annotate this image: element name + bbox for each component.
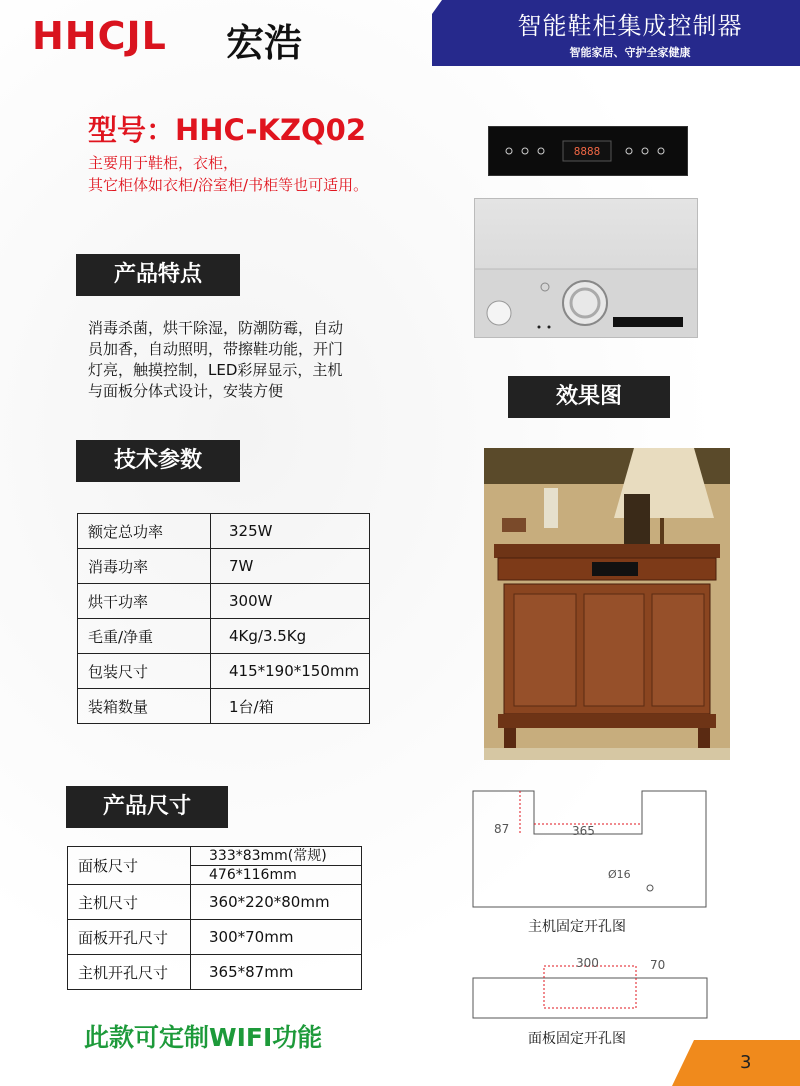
panel-screen-readout: 8888 — [573, 145, 601, 158]
spec-key: 额定总功率 — [78, 514, 211, 549]
header-title: 智能鞋柜集成控制器 — [517, 12, 743, 40]
host-unit-image — [474, 198, 698, 338]
features-line: 灯亮，触摸控制，LED彩屏显示，主机 — [88, 361, 343, 379]
table-row — [78, 514, 370, 549]
size-value: 365*87mm — [191, 955, 362, 990]
host-hole-caption: 主机固定开孔图 — [528, 919, 626, 935]
spec-value: 325W — [211, 514, 370, 549]
size-table — [67, 846, 362, 990]
page-number: 3 — [740, 1052, 752, 1073]
spec-value: 300W — [211, 584, 370, 619]
host-hole-drawing — [472, 790, 708, 908]
usage-text — [88, 152, 368, 196]
size-key: 主机尺寸 — [68, 885, 191, 920]
page-number-tab — [672, 1040, 800, 1086]
table-row — [78, 619, 370, 654]
table-row — [68, 955, 362, 990]
cabinet-photo-illustration — [484, 448, 730, 760]
host-dim-width: 365 — [572, 824, 595, 838]
size-value: 300*70mm — [191, 920, 362, 955]
features-text — [88, 318, 388, 402]
wifi-note: 此款可定制WIFI功能 — [84, 1023, 323, 1052]
table-row — [68, 920, 362, 955]
spec-value: 4Kg/3.5Kg — [211, 619, 370, 654]
table-row — [78, 584, 370, 619]
table-row — [68, 885, 362, 920]
size-heading: 产品尺寸 — [66, 786, 228, 828]
spec-key: 包装尺寸 — [78, 654, 211, 689]
effect-heading: 效果图 — [508, 376, 670, 418]
features-line: 与面板分体式设计，安装方便 — [88, 382, 284, 400]
control-panel-image — [488, 126, 688, 176]
spec-key: 毛重/净重 — [78, 619, 211, 654]
spec-value: 1台/箱 — [211, 689, 370, 724]
specs-table — [77, 513, 370, 724]
host-unit-drawing — [475, 199, 697, 337]
panel-hole-diagram — [472, 956, 708, 1020]
features-line: 消毒杀菌，烘干除湿，防潮防霉，自动 — [88, 319, 344, 337]
brand-logo-chinese: 宏浩 — [226, 21, 303, 65]
table-row — [78, 689, 370, 724]
spec-key: 消毒功率 — [78, 549, 211, 584]
panel-hole-caption: 面板固定开孔图 — [528, 1031, 626, 1047]
size-value: 333*83mm(常规) — [191, 847, 362, 866]
size-value: 360*220*80mm — [191, 885, 362, 920]
specs-heading: 技术参数 — [76, 440, 240, 482]
usage-line: 主要用于鞋柜，衣柜， — [88, 154, 239, 172]
spec-key: 烘干功率 — [78, 584, 211, 619]
spec-key: 装箱数量 — [78, 689, 211, 724]
host-hole-diagram — [472, 790, 708, 908]
table-row — [78, 654, 370, 689]
control-panel-drawing — [489, 127, 687, 175]
host-dim-height: 87 — [494, 822, 510, 836]
table-row — [68, 847, 362, 866]
model-number: 型号：HHC-KZQ02 — [88, 113, 367, 147]
panel-dim-height: 70 — [650, 958, 666, 972]
cabinet-effect-photo — [484, 448, 730, 760]
usage-line: 其它柜体如衣柜/浴室柜/书柜等也可适用。 — [88, 176, 369, 194]
panel-dim-width: 300 — [576, 956, 599, 970]
features-heading: 产品特点 — [76, 254, 240, 296]
table-row — [78, 549, 370, 584]
size-key: 主机开孔尺寸 — [68, 955, 191, 990]
features-line: 员加香，自动照明，带擦鞋功能，开门 — [88, 340, 344, 358]
spec-value: 7W — [211, 549, 370, 584]
header-subtitle: 智能家居、守护全家健康 — [569, 46, 691, 59]
size-key: 面板尺寸 — [68, 847, 191, 885]
host-dim-hole: Ø16 — [608, 868, 631, 881]
brand-logo-latin: HHCJL — [32, 14, 167, 58]
spec-value: 415*190*150mm — [211, 654, 370, 689]
size-value: 476*116mm — [191, 866, 362, 885]
size-key: 面板开孔尺寸 — [68, 920, 191, 955]
